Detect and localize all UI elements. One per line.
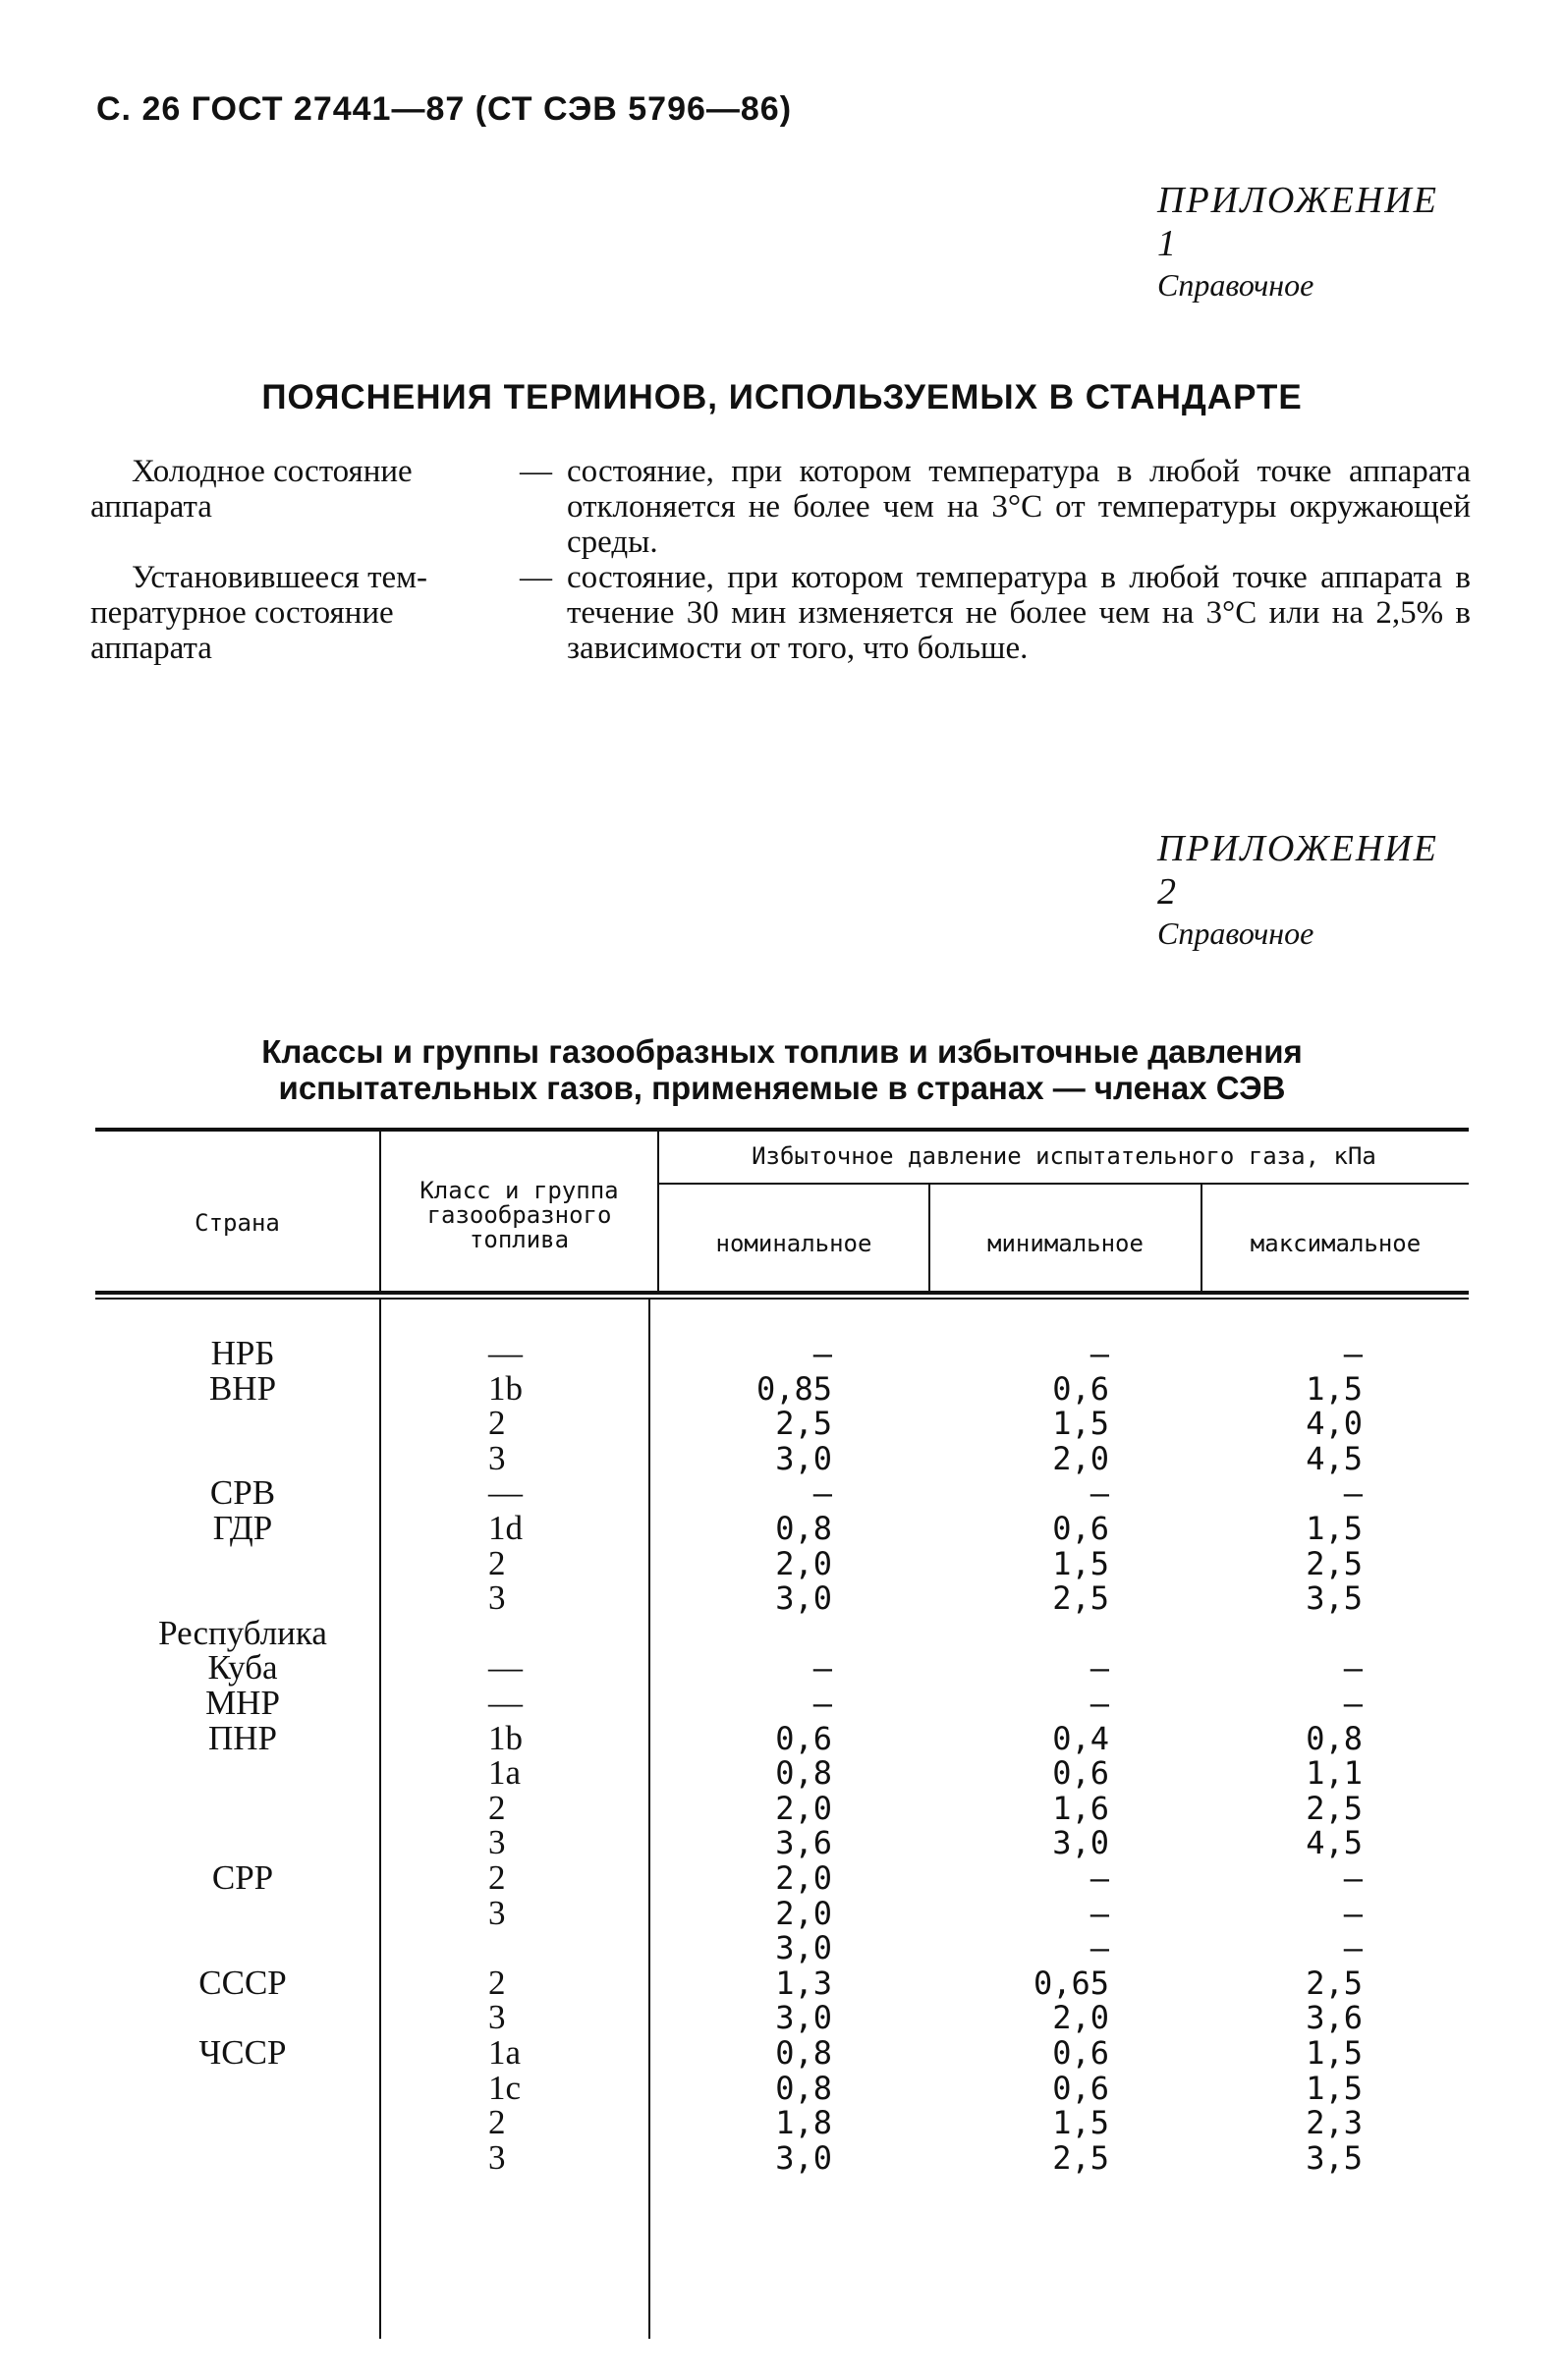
header-maximum: максимальное	[1250, 1230, 1422, 1257]
table-title-line: Классы и группы газообразных топлив и избыточные давления	[261, 1033, 1303, 1070]
cell-minimum: —	[1089, 1335, 1109, 1372]
cell-maximum: —	[1343, 1859, 1363, 1897]
cell-class: 3	[488, 1823, 506, 1862]
cell-minimum: 1,5	[1052, 1544, 1109, 1582]
cell-country: ВНР	[208, 1368, 277, 1408]
cell-class: —	[488, 1684, 523, 1722]
appendix-1-heading	[1157, 179, 1466, 304]
table-top-rule	[95, 1128, 1469, 1132]
cell-nominal: 3,0	[775, 1929, 832, 1967]
header-class-line: топлива	[469, 1226, 570, 1253]
cell-nominal: 3,0	[775, 1999, 832, 2037]
page-header: С. 26 ГОСТ 27441—87 (СТ СЭВ 5796—86)	[96, 90, 793, 128]
section-title: ПОЯСНЕНИЯ ТЕРМИНОВ, ИСПОЛЬЗУЕМЫХ В СТАНДАРТЕ	[261, 378, 1303, 416]
cell-maximum: 4,0	[1306, 1405, 1363, 1443]
cell-maximum: —	[1343, 1474, 1363, 1513]
cell-nominal: 0,8	[775, 2034, 832, 2072]
cell-class: 2	[488, 1788, 506, 1827]
cell-nominal: 3,0	[775, 1439, 832, 1477]
cell-class: 3	[488, 1578, 506, 1618]
appendix-1-label: ПРИЛОЖЕНИЕ 1	[1157, 180, 1438, 264]
cell-maximum: 3,5	[1306, 2138, 1363, 2177]
cell-nominal: 2,0	[775, 1544, 832, 1582]
cell-minimum: —	[1089, 1685, 1109, 1722]
cell-maximum: 4,5	[1306, 1439, 1363, 1477]
appendix-2-heading	[1157, 827, 1466, 952]
cell-minimum: 0,6	[1052, 1754, 1109, 1793]
cell-class: 3	[488, 1998, 506, 2037]
cell-class: 2	[488, 2103, 506, 2142]
cell-maximum: 3,6	[1306, 1999, 1363, 2037]
cell-maximum: —	[1343, 1335, 1363, 1372]
header-bottom-rule-2	[95, 1298, 1469, 1300]
cell-class: 3	[488, 2137, 506, 2177]
cell-class: 1a	[488, 2033, 522, 2072]
cell-maximum: 2,5	[1306, 1544, 1363, 1582]
cell-maximum: 0,8	[1306, 1719, 1363, 1757]
cell-class: 1d	[488, 1509, 523, 1547]
cell-minimum: —	[1089, 1929, 1109, 1967]
cell-minimum: 0,65	[1033, 1964, 1109, 2002]
term-dash: —	[520, 560, 552, 595]
cell-country: ПНР	[207, 1718, 278, 1757]
cell-nominal: 1,8	[775, 2104, 832, 2142]
term-name	[90, 454, 483, 525]
header-minimum: минимальное	[987, 1230, 1144, 1257]
cell-maximum: 2,5	[1306, 1789, 1363, 1827]
cell-class: 1b	[488, 1718, 523, 1757]
cell-class: —	[488, 1473, 523, 1513]
cell-nominal: 2,0	[775, 1894, 832, 1932]
cell-maximum: 1,5	[1306, 1510, 1363, 1547]
cell-minimum: 0,6	[1052, 2069, 1109, 2107]
cell-maximum: 3,5	[1306, 1579, 1363, 1618]
cell-class: 1c	[488, 2068, 522, 2107]
header-pressure: Избыточное давление испытательного газа, кПа	[752, 1142, 1376, 1170]
cell-nominal: 2,0	[775, 1859, 832, 1897]
cell-country: МНР	[205, 1684, 280, 1722]
cell-maximum: 1,5	[1306, 2034, 1363, 2072]
cell-nominal: 0,8	[775, 2069, 832, 2107]
cell-class: 2	[488, 1543, 506, 1582]
table-title	[0, 1033, 1564, 1106]
cell-maximum: 2,5	[1306, 1964, 1363, 2002]
cell-minimum: 1,5	[1052, 1405, 1109, 1443]
cell-minimum: 0,6	[1052, 1510, 1109, 1547]
cell-nominal: 0,8	[775, 1754, 832, 1793]
cell-nominal: —	[812, 1685, 832, 1722]
cell-country: НРБ	[210, 1334, 275, 1372]
term-name-line: пературное состояние	[90, 595, 394, 631]
cell-nominal: 0,85	[755, 1369, 832, 1408]
header-nominal: номинальное	[715, 1230, 872, 1257]
appendix-1-subtitle: Справочное	[1157, 267, 1314, 303]
cell-minimum: —	[1089, 1649, 1109, 1688]
cell-country: Куба	[207, 1648, 278, 1688]
term-definition: состояние, при котором температура в любой точке аппарата в течение 30 мин изменяется не более чем на 3°С или на 2,5% в зависимости от того, что больше.	[567, 560, 1471, 666]
cell-minimum: 2,0	[1052, 1439, 1109, 1477]
term-name-line: Холодное состояние	[132, 454, 413, 489]
cell-class: —	[488, 1648, 523, 1688]
cell-minimum: 2,5	[1052, 1579, 1109, 1618]
col-divider	[379, 1300, 381, 2339]
cell-minimum: 1,5	[1052, 2104, 1109, 2142]
appendix-2-label: ПРИЛОЖЕНИЕ 2	[1157, 828, 1438, 913]
cell-maximum: 1,1	[1306, 1754, 1363, 1793]
cell-country: Республика	[158, 1613, 327, 1652]
cell-country: СРВ	[209, 1473, 276, 1513]
cell-class: 3	[488, 1438, 506, 1477]
cell-class: 2	[488, 1404, 506, 1443]
cell-maximum: 4,5	[1306, 1824, 1363, 1862]
cell-nominal: 3,6	[775, 1824, 832, 1862]
cell-country: СРР	[211, 1858, 274, 1897]
header-bottom-rule	[95, 1291, 1469, 1295]
cell-nominal: 2,0	[775, 1789, 832, 1827]
cell-nominal: 1,3	[775, 1964, 832, 2002]
cell-nominal: 3,0	[775, 1579, 832, 1618]
cell-minimum: 0,6	[1052, 1369, 1109, 1408]
header-divider	[657, 1183, 1469, 1185]
cell-minimum: 2,0	[1052, 1999, 1109, 2037]
cell-nominal: —	[812, 1474, 832, 1513]
cell-maximum: —	[1343, 1649, 1363, 1688]
cell-maximum: 1,5	[1306, 1369, 1363, 1408]
term-name-line: аппарата	[90, 631, 212, 666]
cell-maximum: 2,3	[1306, 2104, 1363, 2142]
cell-minimum: 0,4	[1052, 1719, 1109, 1757]
cell-minimum: —	[1089, 1894, 1109, 1932]
cell-class: 2	[488, 1963, 506, 2002]
cell-class: 2	[488, 1858, 506, 1897]
term-name-line: Установившееся тем-	[132, 560, 428, 595]
cell-nominal: —	[812, 1649, 832, 1688]
appendix-2-subtitle: Справочное	[1157, 915, 1314, 951]
table-title-line: испытательных газов, применяемые в странах — членах СЭВ	[278, 1070, 1286, 1106]
cell-minimum: 0,6	[1052, 2034, 1109, 2072]
header-country: Страна	[195, 1209, 280, 1237]
cell-minimum: —	[1089, 1859, 1109, 1897]
cell-class: —	[488, 1334, 523, 1372]
cell-maximum: —	[1343, 1685, 1363, 1722]
cell-class: 3	[488, 1893, 506, 1932]
cell-maximum: —	[1343, 1929, 1363, 1967]
header-class-line: газообразного	[426, 1201, 612, 1229]
cell-minimum: —	[1089, 1474, 1109, 1513]
cell-country: ЧССР	[198, 2033, 287, 2072]
cell-minimum: 3,0	[1052, 1824, 1109, 1862]
col-divider	[648, 1300, 650, 2339]
term-definition: состояние, при котором температура в любой точке аппарата отклоняется не более чем на 3°С от температуры окружающей среды.	[567, 454, 1471, 560]
cell-maximum: 1,5	[1306, 2069, 1363, 2107]
cell-minimum: 2,5	[1052, 2138, 1109, 2177]
cell-nominal: 0,8	[775, 1510, 832, 1547]
cell-nominal: 3,0	[775, 2138, 832, 2177]
cell-country: ГДР	[212, 1509, 273, 1547]
cell-nominal: 2,5	[775, 1405, 832, 1443]
term-dash: —	[520, 454, 552, 489]
cell-class: 1b	[488, 1368, 523, 1408]
cell-class: 1a	[488, 1753, 522, 1793]
cell-nominal: —	[812, 1335, 832, 1372]
header-class	[381, 1179, 657, 1252]
header-class-line: Класс и группа	[419, 1177, 619, 1204]
cell-maximum: —	[1343, 1894, 1363, 1932]
cell-country: СССР	[198, 1963, 287, 2002]
cell-minimum: 1,6	[1052, 1789, 1109, 1827]
cell-nominal: 0,6	[775, 1719, 832, 1757]
term-name-line: аппарата	[90, 489, 212, 525]
term-name	[90, 560, 483, 666]
